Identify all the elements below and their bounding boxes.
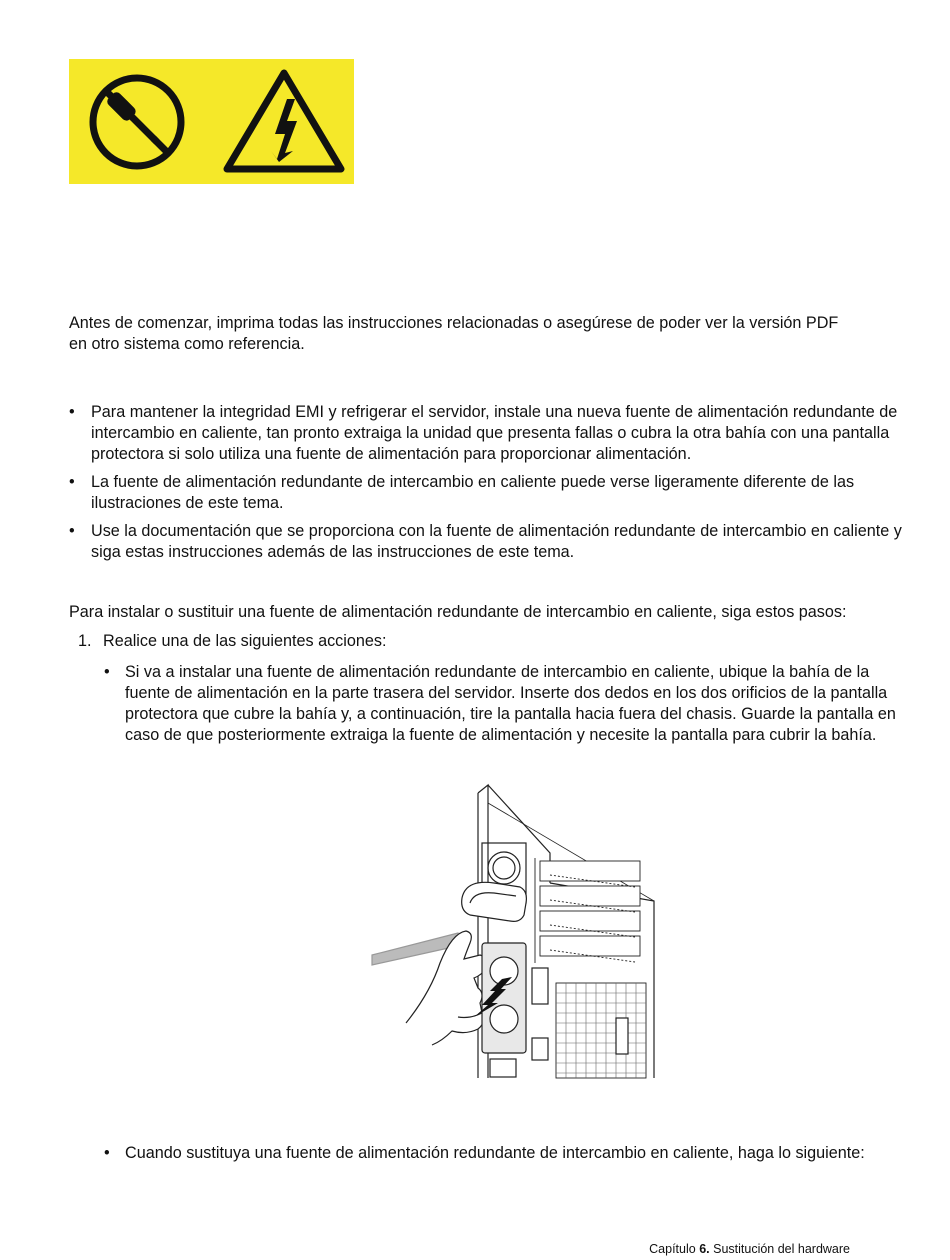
step-text: Realice una de las siguientes acciones: bbox=[103, 632, 387, 650]
note-item: • La fuente de alimentación redundante de intercambio en caliente puede verse ligeramente diferente de las ilustraciones de este tema. bbox=[69, 472, 904, 514]
no-tools-icon bbox=[93, 78, 181, 166]
intro-line-2: en otro sistema como referencia. bbox=[69, 335, 305, 353]
procedure-intro: Para instalar o sustituir una fuente de alimentación redundante de intercambio en caliente, siga estos pasos: bbox=[69, 603, 847, 621]
page-footer bbox=[649, 1241, 850, 1257]
substep-bullet: • bbox=[104, 663, 110, 681]
note-item: • Use la documentación que se proporciona con la fuente de alimentación redundante de intercambio en caliente y siga estas instrucciones además de las instrucciones de este tema. bbox=[69, 521, 904, 563]
footer-chapter-number: 6. bbox=[699, 1242, 710, 1256]
substep-install-text: Si va a instalar una fuente de alimentación redundante de intercambio en caliente, ubique la bahía de la fuente de alimentación en la parte trasera del servidor. Inserte dos dedos en los dos orificios de la pantalla protectora que cubre la bahía y, a continuación, tire la pantalla hacia fuera del chasis. Guarde la pantalla en caso de que posteriormente extraiga la fuente de alimentación y necesite la pantalla para cubrir la bahía. bbox=[125, 663, 896, 744]
filler-removal-illustration bbox=[370, 783, 656, 1080]
substep-install bbox=[104, 662, 900, 746]
note-item: • Para mantener la integridad EMI y refrigerar el servidor, instale una nueva fuente de alimentación redundante de intercambio en caliente, tan pronto extraiga la unidad que presenta fallas o cubra la otra bahía con una pantalla protectora si solo utiliza una fuente de alimentación para proporcionar alimentación. bbox=[69, 402, 904, 465]
substep-replace-text: Cuando sustituya una fuente de alimentación redundante de intercambio en caliente, haga lo siguiente: bbox=[125, 1144, 865, 1162]
footer-chapter-label: Capítulo bbox=[649, 1242, 696, 1256]
step-number: 1. bbox=[78, 632, 92, 650]
intro-paragraph bbox=[69, 313, 904, 355]
substep-replace bbox=[104, 1143, 900, 1164]
substep-bullet: • bbox=[104, 1144, 110, 1162]
footer-chapter-title: Sustitución del hardware bbox=[713, 1242, 850, 1256]
warning-labels bbox=[69, 59, 354, 184]
notes-list bbox=[69, 402, 904, 570]
electrical-hazard-icon bbox=[227, 73, 341, 169]
intro-line-1: Antes de comenzar, imprima todas las instrucciones relacionadas o asegúrese de poder ver la versión PDF bbox=[69, 314, 839, 332]
